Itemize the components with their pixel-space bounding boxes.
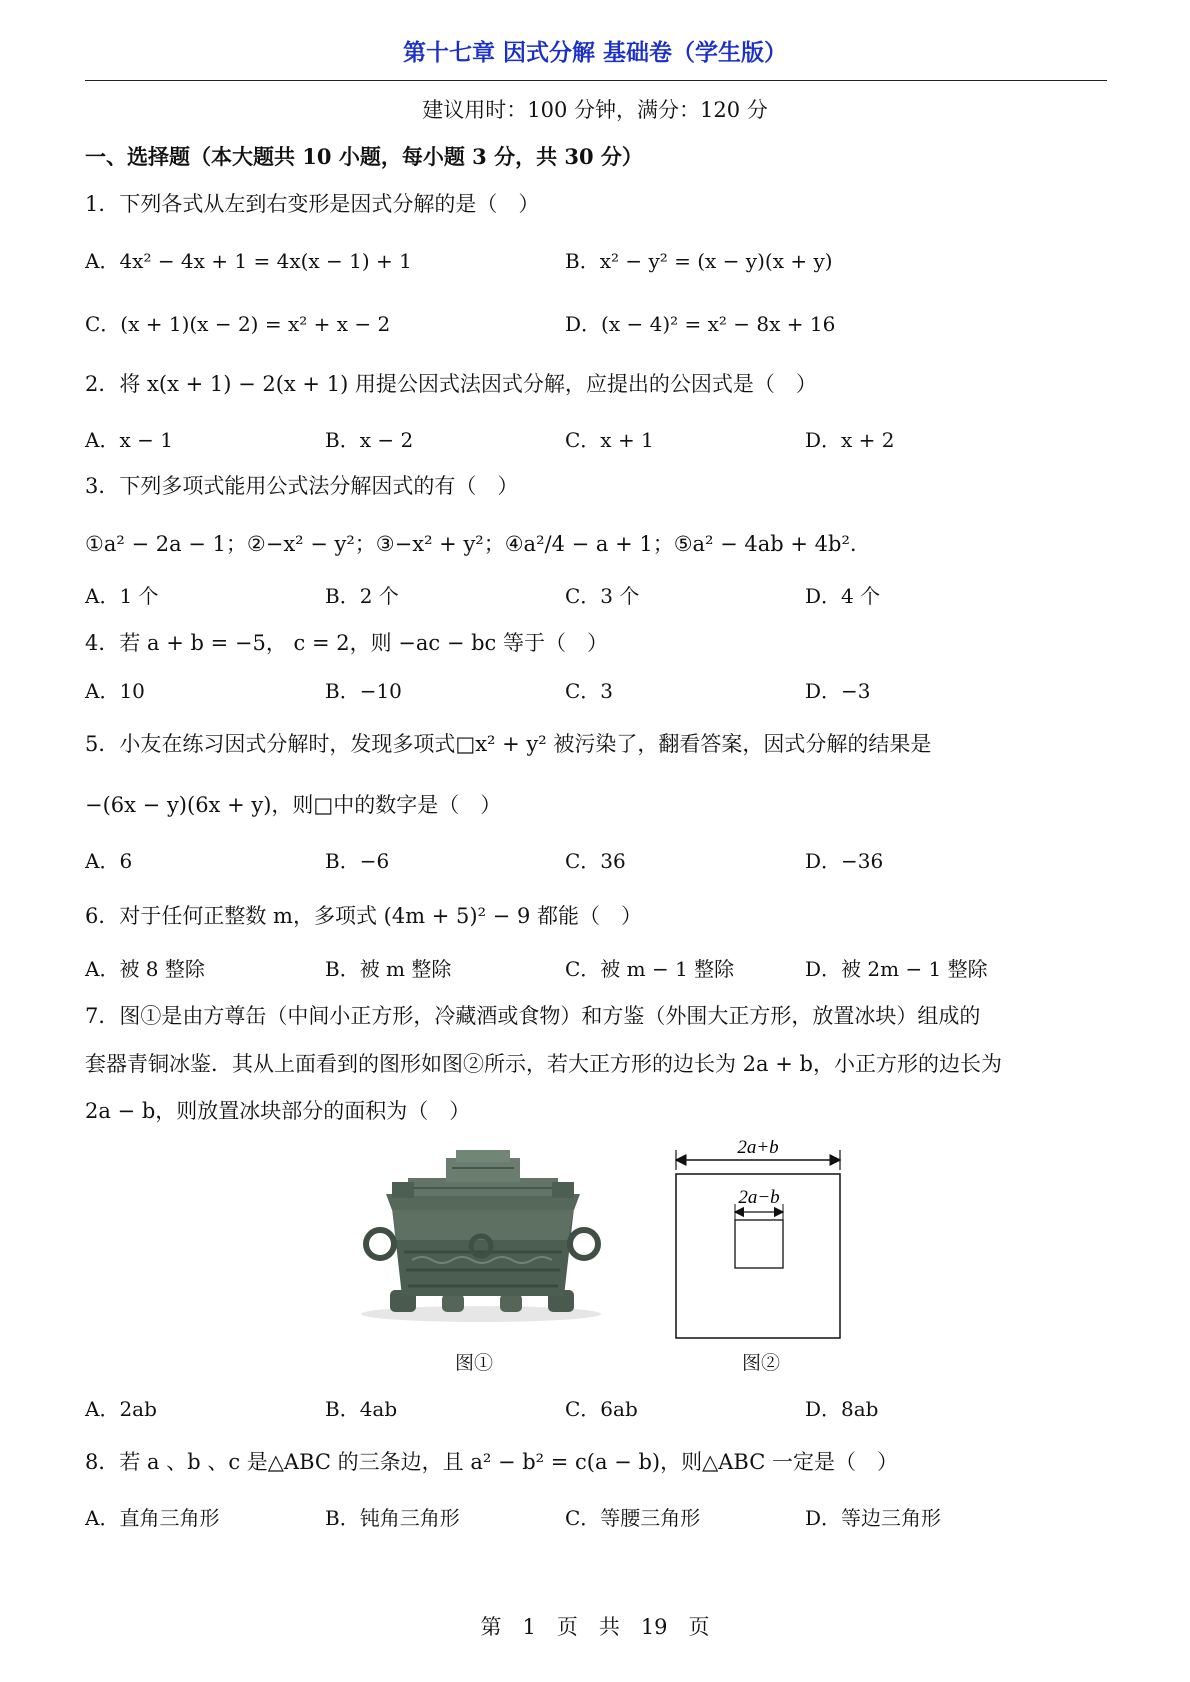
question-7-stem: 7．图①是由方尊缶（中间小正方形，冷藏酒或食物）和方鉴（外围大正方形，放置冰块）组成的 [85,1004,981,1028]
question-5-stem: 5．小友在练习因式分解时，发现多项式□x² + y² 被污染了，翻看答案，因式分解的结果是 [85,732,932,756]
question-5-option-a[interactable]: A．6 [85,849,133,873]
question-4-option-c[interactable]: C．3 [565,679,614,703]
question-1-stem: 1．下列各式从左到右变形是因式分解的是（ ） [85,192,540,216]
section-heading: 一、选择题（本大题共 10 小题，每小题 3 分，共 30 分） [85,144,643,169]
question-6-option-b[interactable]: B．被 m 整除 [325,957,452,981]
question-1-option-c[interactable]: C．(x + 1)(x − 2) = x² + x − 2 [85,312,391,336]
figure-1-caption: 图① [455,1352,494,1374]
question-4-option-a[interactable]: A．10 [85,679,145,703]
question-4-stem: 4．若 a + b = −5， c = 2，则 −ac − bc 等于（ ） [85,631,608,655]
question-7-option-b[interactable]: B．4ab [325,1397,398,1421]
question-6-option-d[interactable]: D．被 2m − 1 整除 [805,957,988,981]
question-5-option-d[interactable]: D．−36 [805,849,884,873]
figure-2-caption: 图② [742,1352,781,1374]
question-7-option-a[interactable]: A．2ab [85,1397,157,1421]
outer-side-label: 2a+b [737,1140,779,1158]
inner-side-label: 2a−b [738,1187,780,1208]
bronze-ice-chest-image [352,1148,610,1323]
question-5-option-b[interactable]: B．−6 [325,849,390,873]
question-1-option-a[interactable]: A．4x² − 4x + 1 = 4x(x − 1) + 1 [85,249,412,273]
question-3-option-c[interactable]: C．3 个 [565,584,640,608]
question-2-stem: 2．将 x(x + 1) − 2(x + 1) 用提公因式法因式分解，应提出的公因式是（ ） [85,372,817,396]
question-1-option-b[interactable]: B．x² − y² = (x − y)(x + y) [565,249,833,273]
question-7-stem-line-2: 套器青铜冰鉴．其从上面看到的图形如图②所示，若大正方形的边长为 2a + b，小正方形的边长为 [85,1052,1002,1076]
question-4-option-b[interactable]: B．−10 [325,679,402,703]
question-8-option-c[interactable]: C．等腰三角形 [565,1506,701,1530]
question-8-option-b[interactable]: B．钝角三角形 [325,1506,460,1530]
question-8-option-a[interactable]: A．直角三角形 [85,1506,220,1530]
question-4-option-d[interactable]: D．−3 [805,679,871,703]
question-5-stem-continued: −(6x − y)(6x + y)，则□中的数字是（ ） [85,793,502,817]
question-2-option-d[interactable]: D．x + 2 [805,428,895,452]
question-2-option-c[interactable]: C．x + 1 [565,428,654,452]
question-1-option-d[interactable]: D．(x − 4)² = x² − 8x + 16 [565,312,836,336]
question-7-option-c[interactable]: C．6ab [565,1397,638,1421]
question-6-option-c[interactable]: C．被 m − 1 整除 [565,957,735,981]
question-7-option-d[interactable]: D．8ab [805,1397,879,1421]
question-3-option-d[interactable]: D．4 个 [805,584,881,608]
question-2-option-b[interactable]: B．x − 2 [325,428,414,452]
exam-info: 建议用时：100 分钟，满分：120 分 [422,98,768,122]
question-5-option-c[interactable]: C．36 [565,849,626,873]
question-7-stem-line-3: 2a − b，则放置冰块部分的面积为（ ） [85,1099,471,1123]
question-3-stem: 3．下列多项式能用公式法分解因式的有（ ） [85,474,519,498]
page-title: 第十七章 因式分解 基础卷（学生版） [402,40,787,66]
question-6-stem: 6．对于任何正整数 m，多项式 (4m + 5)² − 9 都能（ ） [85,904,642,928]
question-3-option-a[interactable]: A．1 个 [85,584,159,608]
square-diagram [672,1140,852,1340]
question-3-option-b[interactable]: B．2 个 [325,584,399,608]
question-6-option-a[interactable]: A．被 8 整除 [85,957,205,981]
question-2-option-a[interactable]: A．x − 1 [85,428,173,452]
question-8-option-d[interactable]: D．等边三角形 [805,1506,942,1530]
question-8-stem: 8．若 a 、b 、c 是△ABC 的三条边，且 a² − b² = c(a − b)，则△ABC 一定是（ ） [85,1450,898,1474]
title-divider [85,80,1107,81]
page-number: 第 1 页 共 19 页 [480,1615,710,1639]
question-3-polynomials: ①a² − 2a − 1；②−x² − y²；③−x² + y²；④a²/4 − a + 1；⑤a² − 4ab + 4b². [85,532,857,556]
